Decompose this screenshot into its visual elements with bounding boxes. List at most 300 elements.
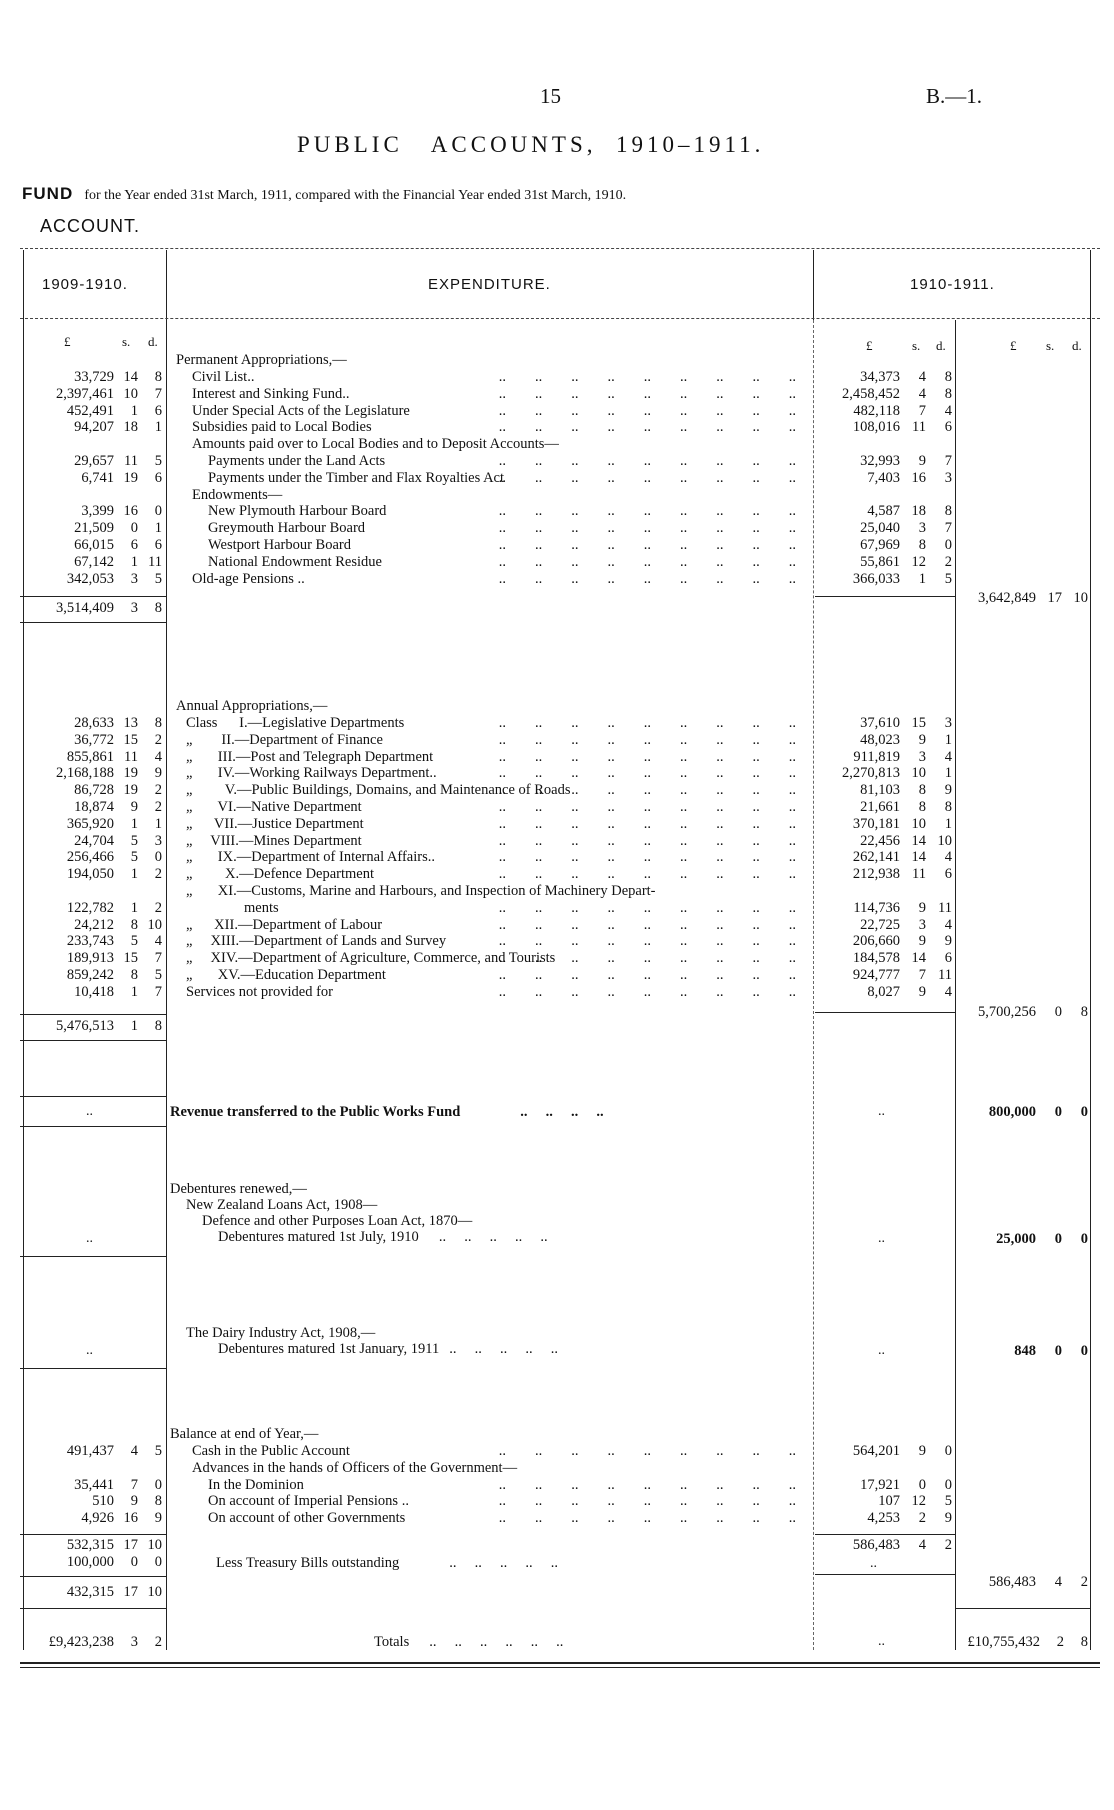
pounds: 5,700,256 (978, 1004, 1036, 1020)
subtitle-text: for the Year ended 31st March, 1911, compared with the Financial Year ended 31st March, 1910. (84, 188, 627, 203)
balance-mid-subtotal-rule (815, 1534, 955, 1535)
row-label (208, 537, 800, 554)
shillings: 1 (130, 553, 138, 570)
table-bottom-rule-2 (20, 1667, 1100, 1668)
pence: 7 (154, 983, 162, 1000)
pounds: 233,743 (66, 933, 114, 950)
shillings: 4 (918, 1537, 926, 1553)
current-year-amount (818, 520, 952, 537)
left-amount (26, 917, 162, 934)
pounds: 4,926 (81, 1510, 114, 1527)
permanent-left-total-rule-bottom (20, 622, 166, 623)
pounds: 262,141 (852, 849, 900, 866)
left-amount (26, 1443, 162, 1460)
pence: 5 (154, 967, 162, 983)
annual-heading: Annual Appropriations,— (176, 698, 328, 714)
pence: 8 (154, 1018, 162, 1034)
pence: 9 (154, 1510, 162, 1527)
leader-dots: .. .. .. .. .. .. .. .. .. (498, 782, 796, 799)
totals-label-text: Totals (374, 1634, 410, 1650)
row-label-text: „ XII.—Department of Labour (186, 916, 383, 933)
left-amount (26, 520, 162, 537)
shillings: 9 (918, 983, 926, 1000)
table-row (0, 883, 1114, 900)
pence: 3 (944, 715, 952, 731)
table-row (0, 453, 1114, 470)
pence: 8 (154, 715, 162, 731)
current-year-amount (818, 403, 952, 420)
debentures-line-3: Defence and other Purposes Loan Act, 1870— (202, 1213, 473, 1229)
balance-left-net (26, 1584, 162, 1601)
pounds: 924,777 (852, 967, 900, 983)
pence: 1 (944, 815, 952, 832)
pence: 8 (154, 1493, 162, 1510)
row-label-text: „ VIII.—Mines Department (186, 832, 362, 849)
shillings: 9 (918, 933, 926, 950)
leader-dots: .. .. .. .. .. .. .. .. .. (498, 385, 796, 402)
shillings: 1 (130, 899, 138, 916)
balance-left-subtotal (26, 1537, 162, 1554)
leader-dots: .. .. .. .. .. .. .. .. .. (498, 849, 796, 866)
pence: 2 (154, 731, 162, 748)
pence: 10 (937, 832, 952, 849)
pounds: 3,514,409 (56, 600, 114, 616)
pounds: 32,993 (860, 453, 900, 469)
annual-left-total (26, 1018, 162, 1035)
pounds: 22,456 (860, 832, 900, 849)
leader-dots: .. .. .. .. .. .. .. .. .. (498, 553, 796, 570)
pence: 9 (944, 933, 952, 950)
current-year-amount (818, 537, 952, 554)
pence: 1 (944, 731, 952, 748)
row-label-text: „ XIV.—Department of Agriculture, Commerce, and Tourists (186, 950, 556, 967)
table-row (0, 715, 1114, 732)
pence: 7 (154, 950, 162, 967)
left-amount (26, 369, 162, 386)
pence: 4 (944, 748, 952, 765)
row-label-text: Greymouth Harbour Board (208, 520, 366, 537)
row-label-text: Endowments— (192, 486, 283, 503)
shillings: 9 (130, 799, 138, 815)
revenue-mid-value: .. (878, 1104, 885, 1119)
pounds: 365,920 (66, 815, 114, 832)
left-amount (26, 749, 162, 766)
row-label-text: Payments under the Land Acts (208, 453, 386, 469)
leader-dots: .. .. .. .. .. .. .. .. .. (498, 1510, 796, 1527)
row-label-text: ments (186, 899, 279, 916)
dairy-line-2-text: Debentures matured 1st January, 1911 (218, 1341, 440, 1357)
row-label-text: Amounts paid over to Local Bodies and to Deposit Accounts— (192, 436, 559, 453)
table-row (0, 900, 1114, 917)
shillings: 1 (130, 983, 138, 1000)
pounds: 66,015 (74, 537, 114, 553)
totals-right-rule-top (955, 1608, 1090, 1609)
leader-dots: .. .. .. .. .. .. .. .. .. (498, 765, 796, 782)
leader-dots: .. .. .. .. .. .. .. .. .. (498, 419, 796, 436)
row-label (192, 369, 800, 386)
pence: 2 (944, 553, 952, 570)
pence: 11 (148, 553, 162, 570)
pounds: £10,755,432 (967, 1634, 1040, 1650)
pounds: 3,399 (81, 503, 114, 520)
pounds: 107 (878, 1493, 900, 1510)
leader-dots: .. .. .. .. .. .. .. .. .. (498, 1476, 796, 1493)
permanent-left-total (26, 600, 162, 617)
left-year-header: 1909-1910. (42, 276, 128, 293)
right-unit-s: s. (1046, 338, 1055, 353)
pence: 0 (944, 1476, 952, 1493)
dairy-line-2: Debentures matured 1st January, 1911 .. .. .. .. .. (218, 1341, 558, 1357)
current-year-amount (818, 765, 952, 782)
shillings: 1 (130, 1018, 138, 1034)
current-year-amount (818, 749, 952, 766)
shillings: 0 (1054, 1104, 1062, 1120)
shillings: 5 (130, 933, 138, 950)
table-row (0, 933, 1114, 950)
pence: 2 (154, 799, 162, 815)
pence: 2 (154, 866, 162, 883)
shillings: 4 (1054, 1574, 1062, 1590)
pounds: 81,103 (860, 782, 900, 799)
row-label-text: „ III.—Post and Telegraph Department (186, 748, 434, 765)
debentures-line-4: Debentures matured 1st July, 1910 .. .. .. .. .. (218, 1229, 548, 1245)
shillings: 19 (123, 469, 138, 486)
left-unit-pound: £ (64, 334, 71, 349)
table-row (0, 487, 1114, 504)
subtitle (22, 184, 626, 204)
pounds: 3,642,849 (978, 590, 1036, 606)
left-amount (26, 967, 162, 984)
table-row (0, 386, 1114, 403)
pence: 7 (944, 453, 952, 469)
pounds: 586,483 (988, 1574, 1036, 1590)
leader-dots: .. .. .. .. .. .. .. .. .. (498, 866, 796, 883)
pence: 3 (944, 469, 952, 486)
left-amount (26, 554, 162, 571)
pounds: 491,437 (66, 1443, 114, 1459)
pounds: 342,053 (66, 570, 114, 587)
pounds: 122,782 (66, 899, 114, 916)
pounds: 35,441 (74, 1476, 114, 1493)
table-row (0, 554, 1114, 571)
pounds: 432,315 (66, 1584, 114, 1600)
pence: 8 (154, 369, 162, 385)
left-amount (26, 503, 162, 520)
leader-dots: .. .. .. .. .. .. .. .. .. (498, 369, 796, 385)
dairy-left-rule (20, 1368, 166, 1369)
permanent-heading: Permanent Appropriations,— (176, 352, 347, 368)
pounds: 25,000 (996, 1231, 1036, 1247)
leader-dots: .. .. .. .. .. .. .. .. .. (498, 950, 796, 967)
shillings: 9 (918, 1443, 926, 1459)
row-label (192, 403, 800, 420)
leader-dots: .. .. .. .. .. .. .. .. .. (498, 520, 796, 537)
shillings: 16 (911, 469, 926, 486)
left-amount (26, 470, 162, 487)
row-label-text: Westport Harbour Board (208, 537, 351, 553)
pence: 8 (944, 799, 952, 815)
shillings: 11 (124, 748, 138, 765)
table-row (0, 1477, 1114, 1494)
left-amount (26, 403, 162, 420)
shillings: 1 (918, 570, 926, 587)
row-label (192, 436, 800, 453)
left-amount (26, 386, 162, 403)
pence: 0 (154, 1476, 162, 1493)
pounds: 67,142 (74, 553, 114, 570)
current-year-amount (818, 933, 952, 950)
row-label-text: „ VI.—Native Department (186, 799, 362, 815)
shillings: 9 (130, 1493, 138, 1510)
left-amount (26, 732, 162, 749)
row-label (186, 833, 800, 850)
leader-dots: .. .. .. .. .. .. .. .. .. (498, 899, 796, 916)
shillings: 0 (130, 1554, 138, 1570)
pence: 4 (944, 983, 952, 1000)
shillings: 10 (911, 815, 926, 832)
shillings: 14 (123, 369, 138, 385)
balance-mid-subtotal (818, 1537, 952, 1554)
shillings: 9 (918, 899, 926, 916)
pence: 4 (944, 402, 952, 419)
pence: 0 (154, 503, 162, 520)
current-year-amount (818, 369, 952, 386)
revenue-left-value: .. (86, 1104, 93, 1119)
row-label-text: Class I.—Legislative Departments (186, 715, 405, 731)
row-label (186, 984, 800, 1001)
table-row (0, 866, 1114, 883)
table-row (0, 950, 1114, 967)
revenue-right-total (958, 1104, 1088, 1121)
left-amount (26, 900, 162, 917)
shillings: 1 (130, 866, 138, 883)
current-year-amount (818, 950, 952, 967)
leader-dots: .. .. .. .. .. .. .. .. .. (498, 731, 796, 748)
current-year-amount (818, 732, 952, 749)
shillings: 8 (918, 782, 926, 799)
pounds: 29,657 (74, 453, 114, 469)
shillings: 12 (911, 1493, 926, 1510)
account-heading: ACCOUNT. (40, 216, 141, 236)
shillings: 18 (123, 419, 138, 436)
table-row (0, 967, 1114, 984)
leader-dots: .. .. .. .. .. .. .. .. .. (498, 537, 796, 553)
pounds: 33,729 (74, 369, 114, 385)
table-bottom-rule (20, 1662, 1100, 1664)
left-amount (26, 866, 162, 883)
table-row (0, 799, 1114, 816)
pence: 6 (154, 402, 162, 419)
pounds: 108,016 (852, 419, 900, 436)
header-bottom-rule (20, 318, 1100, 319)
shillings: 19 (123, 782, 138, 799)
pence: 9 (154, 765, 162, 782)
balance-less-label: Less Treasury Bills outstanding .. .. .. .. .. (216, 1555, 559, 1571)
leader-dots: .. .. .. .. .. .. .. .. .. (498, 503, 796, 520)
shillings: 4 (918, 369, 926, 385)
annual-mid-total-rule (815, 1012, 955, 1013)
shillings: 17 (123, 1537, 138, 1553)
row-label-text: Civil List.. (192, 369, 255, 385)
balance-mid-net-rule (815, 1574, 955, 1575)
row-label (186, 866, 800, 883)
pence: 7 (944, 520, 952, 537)
table-row (0, 816, 1114, 833)
table-row (0, 470, 1114, 487)
annual-left-total-rule-top (20, 1014, 166, 1015)
pence: 5 (154, 453, 162, 469)
debentures-line-1: Debentures renewed,— (170, 1181, 307, 1197)
mid-unit-pound: £ (866, 338, 873, 353)
pounds: 25,040 (860, 520, 900, 537)
pence: 1 (154, 520, 162, 537)
pence: 10 (1073, 590, 1088, 606)
permanent-right-total (958, 590, 1088, 607)
pence: 10 (147, 916, 162, 933)
shillings: 15 (911, 715, 926, 731)
shillings: 19 (123, 765, 138, 782)
pounds: 36,772 (74, 731, 114, 748)
leader-dots: .. .. .. .. .. .. .. .. .. (498, 402, 796, 419)
current-year-amount (818, 917, 952, 934)
shillings: 16 (123, 1510, 138, 1527)
row-label (192, 571, 800, 588)
pence: 10 (147, 1584, 162, 1600)
pence: 6 (944, 419, 952, 436)
row-label (192, 1460, 800, 1477)
leader-dots: .. .. .. .. .. .. .. .. .. (498, 453, 796, 469)
pounds: 10,418 (74, 983, 114, 1000)
pence: 7 (154, 385, 162, 402)
debentures-left-rule (20, 1256, 166, 1257)
fund-word: FUND (22, 184, 74, 203)
pounds: 28,633 (74, 715, 114, 731)
pounds: 6,741 (81, 469, 114, 486)
row-label-text: Subsidies paid to Local Bodies (192, 419, 372, 436)
pounds: 100,000 (66, 1554, 114, 1570)
document-reference: B.—1. (926, 84, 983, 108)
shillings: 5 (130, 849, 138, 866)
balance-right-total (958, 1574, 1088, 1591)
shillings: 1 (130, 402, 138, 419)
debentures-left-value: .. (86, 1231, 93, 1246)
row-label-text: New Plymouth Harbour Board (208, 503, 387, 520)
pounds: 4,253 (867, 1510, 900, 1527)
table-row (0, 403, 1114, 420)
pounds: 34,373 (860, 369, 900, 385)
pounds: 37,610 (860, 715, 900, 731)
pounds: 2,458,452 (842, 385, 900, 402)
shillings: 0 (130, 520, 138, 537)
revenue-left-rule-bottom (20, 1126, 166, 1127)
current-year-amount (818, 799, 952, 816)
leader-dots: .. .. .. .. .. .. .. .. .. (498, 799, 796, 815)
current-year-amount (818, 1443, 952, 1460)
shillings: 1 (130, 815, 138, 832)
table-row (0, 1493, 1114, 1510)
pounds: 2,168,188 (56, 765, 114, 782)
left-amount (26, 833, 162, 850)
pence: 6 (154, 469, 162, 486)
left-unit-s: s. (122, 334, 131, 349)
pounds: 8,027 (867, 983, 900, 1000)
left-unit-d: d. (148, 334, 158, 349)
shillings: 6 (130, 537, 138, 553)
shillings: 7 (918, 402, 926, 419)
current-year-amount (818, 984, 952, 1001)
pounds: 2,270,813 (842, 765, 900, 782)
pounds: 510 (92, 1493, 114, 1510)
leader-dots: .. .. .. .. .. .. .. .. .. (498, 1443, 796, 1459)
row-label (208, 470, 800, 487)
row-label-text: „ V.—Public Buildings, Domains, and Maintenance of Roads (186, 782, 571, 799)
pence: 6 (154, 537, 162, 553)
row-label-text: On account of other Governments (208, 1510, 406, 1527)
left-amount (26, 419, 162, 436)
current-year-amount (818, 503, 952, 520)
table-row (0, 1443, 1114, 1460)
current-year-amount (818, 782, 952, 799)
row-label (186, 782, 800, 799)
shillings: 17 (123, 1584, 138, 1600)
pounds: 94,207 (74, 419, 114, 436)
row-label-text: Interest and Sinking Fund.. (192, 385, 350, 402)
row-label (192, 487, 800, 504)
pence: 2 (154, 899, 162, 916)
pounds: 4,587 (867, 503, 900, 520)
row-label (186, 816, 800, 833)
pounds: 848 (1014, 1343, 1036, 1359)
shillings: 4 (130, 1443, 138, 1459)
shillings: 11 (912, 866, 926, 883)
table-row (0, 503, 1114, 520)
current-year-amount (818, 816, 952, 833)
pence: 2 (1080, 1574, 1088, 1590)
shillings: 14 (911, 849, 926, 866)
revenue-left-rule-top (20, 1096, 166, 1097)
pence: 2 (154, 782, 162, 799)
shillings: 17 (1047, 590, 1062, 606)
leader-dots: .. .. .. .. .. .. .. .. .. (498, 815, 796, 832)
mid-unit-d: d. (936, 338, 946, 353)
pounds: 482,118 (853, 402, 900, 419)
shillings: 3 (918, 748, 926, 765)
row-label-text: „ XIII.—Department of Lands and Survey (186, 933, 447, 950)
table-row (0, 782, 1114, 799)
pounds: 532,315 (66, 1537, 114, 1553)
left-amount (26, 537, 162, 554)
leader-dots: .. .. .. .. .. .. .. .. .. (498, 933, 796, 950)
shillings: 0 (1054, 1231, 1062, 1247)
row-label (186, 749, 800, 766)
pence: 8 (1080, 1004, 1088, 1020)
balance-less-mid: .. (870, 1556, 877, 1571)
shillings: 4 (918, 385, 926, 402)
row-label-text: „ VII.—Justice Department (186, 815, 364, 832)
row-label-text: „ XI.—Customs, Marine and Harbours, and Inspection of Machinery Depart- (186, 883, 656, 899)
pounds: 86,728 (74, 782, 114, 799)
pounds: 24,704 (74, 832, 114, 849)
row-label-text: „ II.—Department of Finance (186, 731, 383, 748)
shillings: 0 (1054, 1004, 1062, 1020)
table-row (0, 1510, 1114, 1527)
row-label (208, 503, 800, 520)
row-label (186, 967, 800, 984)
row-label-text: „ IX.—Department of Internal Affairs.. (186, 849, 435, 866)
pounds: 17,921 (860, 1476, 900, 1493)
right-unit-d: d. (1072, 338, 1082, 353)
shillings: 3 (130, 600, 138, 616)
